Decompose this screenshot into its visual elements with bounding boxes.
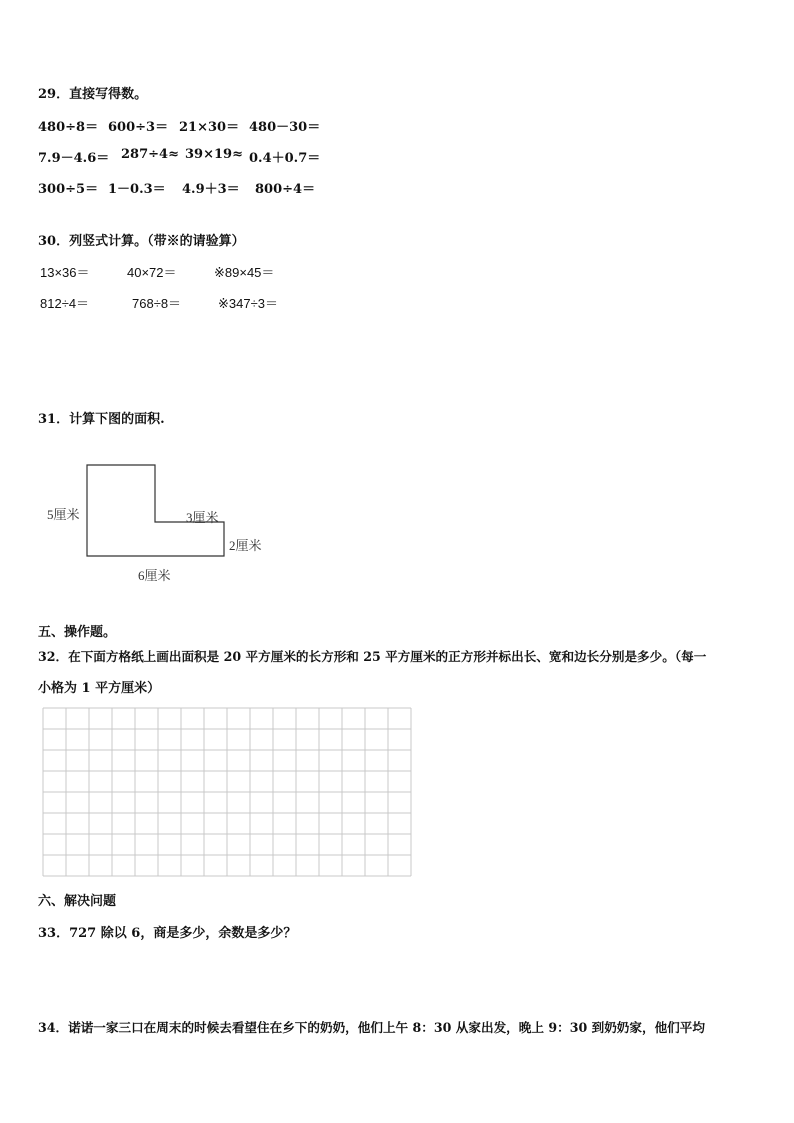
q29-r1c3: 21×30＝: [179, 120, 240, 135]
q30-r2c3: ※347÷3＝: [218, 296, 278, 311]
label-right-2cm: 2厘米: [229, 538, 262, 553]
q29-r2c2: 287÷4≈: [121, 147, 179, 162]
q29-r1c2: 600÷3＝: [108, 120, 169, 135]
q33-text: 33．727 除以 6，商是多少，余数是多少？: [38, 926, 297, 941]
q30-r1c2: 40×72＝: [127, 265, 177, 280]
q29-r1c4: 480－30＝: [249, 120, 321, 135]
q29-r2c4: 0.4＋0.7＝: [249, 151, 321, 166]
q29-r3c2: 1－0.3＝: [108, 182, 166, 197]
label-left-5cm: 5厘米: [47, 507, 80, 522]
section-5-title: 五、操作题。: [38, 625, 117, 640]
q29-r1c1: 480÷8＝: [38, 120, 99, 135]
q32-line1: 32．在下面方格纸上画出面积是 20 平方厘米的长方形和 25 平方厘米的正方形并标出长、宽和边长分别是多少。（每一: [38, 649, 707, 664]
q30-r2c2: 768÷8＝: [132, 296, 182, 311]
q29-r2c1: 7.9－4.6＝: [38, 151, 110, 166]
q29-r2c3: 39×19≈: [185, 147, 243, 162]
label-bottom-6cm: 6厘米: [138, 568, 171, 583]
q32-line2: 小格为 1 平方厘米）: [38, 681, 161, 696]
q34-text: 34．诺诺一家三口在周末的时候去看望住在乡下的奶奶，他们上午 8：30 从家出发，晚上 9：30 到奶奶家，他们平均: [38, 1020, 705, 1035]
q31-title: 31．计算下图的面积.: [38, 412, 165, 427]
q30-r1c1: 13×36＝: [40, 265, 90, 280]
q29-title: 29．直接写得数。: [38, 87, 148, 102]
section-6-title: 六、解决问题: [38, 894, 117, 909]
label-inner-3cm: 3厘米: [186, 510, 219, 525]
grid-paper: [42, 707, 414, 879]
q29-r3c1: 300÷5＝: [38, 182, 99, 197]
q29-r3c3: 4.9＋3＝: [182, 182, 240, 197]
q30-r1c3: ※89×45＝: [214, 265, 275, 280]
q30-r2c1: 812÷4＝: [40, 296, 90, 311]
q29-r3c4: 800÷4＝: [255, 182, 316, 197]
q30-title: 30．列竖式计算。（带※的请验算）: [38, 234, 245, 249]
